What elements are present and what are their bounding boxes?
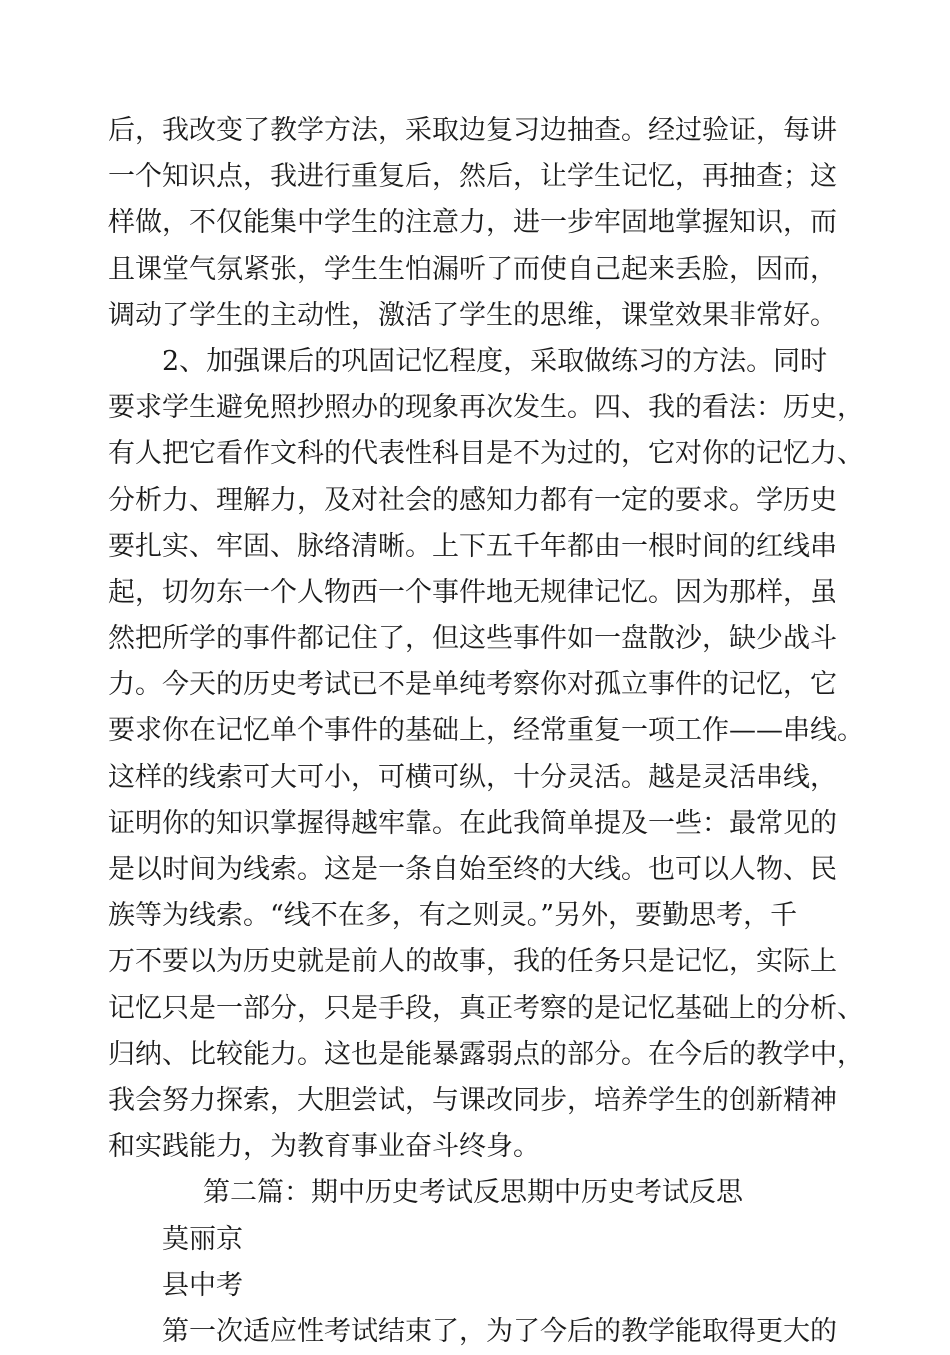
text-line: 后，我改变了教学方法，采取边复习边抽查。经过验证，每讲: [108, 115, 837, 146]
text-line: 要求你在记忆单个事件的基础上，经常重复一项工作——串线。: [108, 715, 864, 747]
text-line: 有人把它看作文科的代表性科目是不为过的，它对你的记忆力、: [108, 438, 864, 470]
text-line: 是以时间为线索。这是一条自始至终的大线。也可以人物、民: [108, 854, 837, 885]
text-line: 样做，不仅能集中学生的注意力，进一步牢固地掌握知识，而: [108, 207, 837, 239]
author-affiliation: 县中考: [162, 1269, 243, 1301]
paragraph-start-line: 2、加强课后的巩固记忆程度，采取做练习的方法。同时: [162, 345, 828, 377]
text-line: 归纳、比较能力。这也是能暴露弱点的部分。在今后的教学中，: [108, 1038, 864, 1070]
text-line: 我会努力探索，大胆尝试，与课改同步，培养学生的创新精神: [108, 1084, 837, 1116]
text-line: 起，切勿东一个人物西一个事件地无规律记忆。因为那样，虽: [108, 576, 837, 608]
text-line: 要扎实、牢固、脉络清晰。上下五千年都由一根时间的红线串: [108, 530, 837, 562]
text-line: 力。今天的历史考试已不是单纯考察你对孤立事件的记忆，它: [108, 669, 837, 701]
section-heading: 第二篇：期中历史考试反思期中历史考试反思: [203, 1177, 743, 1209]
text-line: 这样的线索可大可小，可横可纵，十分灵活。越是灵活串线，: [108, 761, 837, 793]
text-line: 和实践能力，为教育事业奋斗终身。: [108, 1131, 540, 1163]
text-line: 万不要以为历史就是前人的故事，我的任务只是记忆，实际上: [108, 946, 837, 978]
text-line: 然把所学的事件都记住了，但这些事件如一盘散沙，缺少战斗: [108, 623, 837, 655]
text-line: 一个知识点，我进行重复后，然后，让学生记忆，再抽查；这: [108, 161, 837, 193]
author-name: 莫丽京: [162, 1223, 243, 1255]
document-body: [108, 108, 864, 1355]
paragraph-start-line: 第一次适应性考试结束了，为了今后的教学能取得更大的: [162, 1315, 837, 1347]
text-line: 记忆只是一部分，只是手段，真正考察的是记忆基础上的分析、: [108, 992, 864, 1024]
text-line: 且课堂气氛紧张，学生生怕漏听了而使自己起来丢脸，因而，: [108, 253, 837, 285]
text-line: 要求学生避免照抄照办的现象再次发生。四、我的看法：历史，: [108, 392, 864, 424]
text-line: 族等为线索。“线不在多，有之则灵。”另外，要勤思考，千: [108, 900, 798, 932]
text-line: 证明你的知识掌握得越牢靠。在此我简单提及一些：最常见的: [108, 807, 837, 839]
text-line: 调动了学生的主动性，激活了学生的思维，课堂效果非常好。: [108, 299, 837, 331]
text-line: 分析力、理解力，及对社会的感知力都有一定的要求。学历史: [108, 484, 837, 516]
